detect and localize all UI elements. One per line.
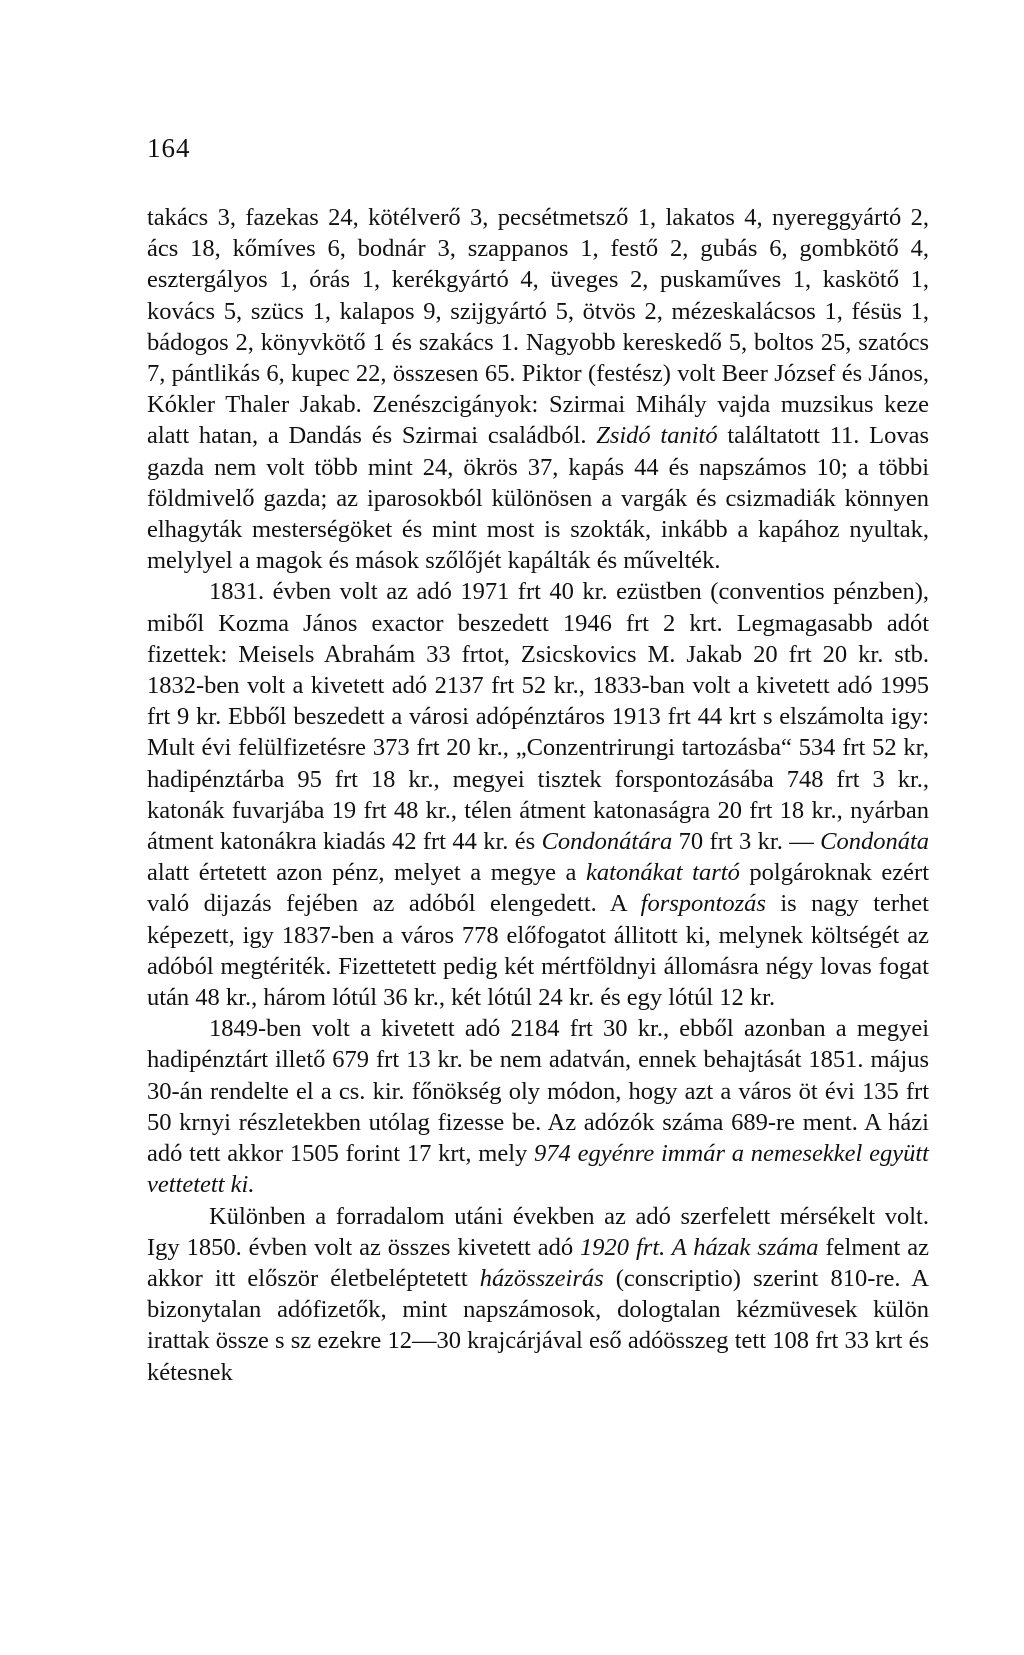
text-segment: 1849-ben volt a kivetett adó 2184 frt 30 kr., ebből azonban a megyei hadipénztárt illető 679 frt 13 kr. be nem adatván, ennek behajtását 1851. május 30-án rendelte el a cs. kir. főnökség oly módon, hogy azt a város öt évi 135 frt 50 krnyi részletekben utólag fizesse be. Az adózók száma 689-re ment. A házi adó tett akkor 1505 forint 17 krt, mely	[147, 1015, 929, 1168]
text-segment: takács 3, fazekas 24, kötélverő 3, pecsétmetsző 1, lakatos 4, nyereggyártó 2, ács 18, kőmíves 6, bodnár 3, szappanos 1, festő 2, gubás 6, gombkötő 4, esztergályos 1, órás 1, kerékgyártó 4, üveges 2, puskaműves 1, kaskötő 1, kovács 5, szücs 1, kalapos 9, szijgyártó 5, ötvös 2, mézeskalácsos 1, fésüs 1, bádogos 2, könyvkötő 1 és szakács 1. Nagyobb kereskedő 5, boltos 25, szatócs 7, pántlikás 6, kupec 22, összesen 65. Piktor (festész) volt Beer József és János, Kókler Thaler Jakab. Zenészcigányok: Szirmai Mihály vajda muzsikus keze alatt hatan, a Dandás és Szirmai családból.	[147, 204, 929, 450]
paragraph-4	[147, 1201, 929, 1388]
paragraph-2	[147, 576, 929, 1013]
italic-text-segment: Zsidó tanitó	[596, 422, 718, 450]
italic-text-segment: házösszeirás	[479, 1264, 604, 1292]
text-segment: felment az akkor itt először életbeléptetett	[147, 1233, 929, 1292]
page-number: 164	[147, 133, 191, 163]
body-text	[147, 202, 929, 1388]
text-segment: polgároknak ezért való dijazás fejében az adóból elengedett. A	[147, 859, 929, 918]
italic-text-segment: Condonátára	[541, 828, 673, 856]
text-segment: alatt értetett azon pénz, melyet a megye a	[147, 859, 586, 887]
text-segment: is nagy terhet képezett, igy 1837-ben a város 778 előfogatot állitott ki, melynek költségét az adóból megtériték. Fizettetett pedig két mértföldnyi állomásra négy lovas fogat után 48 kr., három lótúl 36 kr., két lótúl 24 kr. és egy lótúl 12 kr.	[147, 890, 929, 1012]
text-segment: találtatott 11. Lovas gazda nem volt több mint 24, ökrös 37, kapás 44 és napszámos 10; a többi földmivelő gazda; az iparosokból különösen a vargák és csizmadiák könnyen elhagyták mesterségöket és mint most is szokták, inkább a kapához nyultak, melylyel a magok és mások szőlőjét kapálták és művelték.	[147, 422, 929, 575]
paragraph-1	[147, 202, 929, 576]
italic-text-segment: Condonáta	[820, 828, 930, 856]
italic-text-segment: 974 egyénre immár a nemesekkel együtt vettetett ki.	[147, 1140, 929, 1199]
text-segment: (conscriptio) szerint 810-re. A bizonytalan adófizetők, mint napszámosok, dologtalan kézmüvesek külön irattak össze s sz ezekre 12—30 krajcárjával eső adóösszeg tett 108 frt 33 krt és kétesnek	[147, 1264, 929, 1386]
text-segment: Különben a forradalom utáni években az adó szerfelett mérsékelt volt. Igy 1850. évben volt az összes kivetett adó	[147, 1202, 929, 1261]
italic-text-segment: katonákat tartó	[586, 859, 740, 887]
text-segment: 70 frt 3 kr. —	[672, 828, 821, 856]
italic-text-segment: 1920 frt. A házak száma	[580, 1233, 819, 1261]
text-segment: 1831. évben volt az adó 1971 frt 40 kr. ezüstben (conventios pénzben), miből Kozma János exactor beszedett 1946 frt 2 krt. Legmagasabb adót fizettek: Meisels Abrahám 33 frtot, Zsicskovics M. Jakab 20 frt 20 kr. stb. 1832-ben volt a kivetett adó 2137 frt 52 kr., 1833-ban volt a kivetett adó 1995 frt 9 kr. Ebből beszedett a városi adópénztáros 1913 frt 44 krt s elszámolta igy: Mult évi felülfizetésre 373 frt 20 kr., „Conzentrirungi tartozásba“ 534 frt 52 kr, hadipénztárba 95 frt 18 kr., megyei tisztek forspontozásába 748 frt 3 kr., katonák fuvarjába 19 frt 48 kr., télen átment katonaságra 20 frt 18 kr., nyárban átment katonákra kiadás 42 frt 44 kr. és	[147, 578, 929, 856]
italic-text-segment: forspontozás	[640, 890, 766, 918]
paragraph-3	[147, 1013, 929, 1200]
